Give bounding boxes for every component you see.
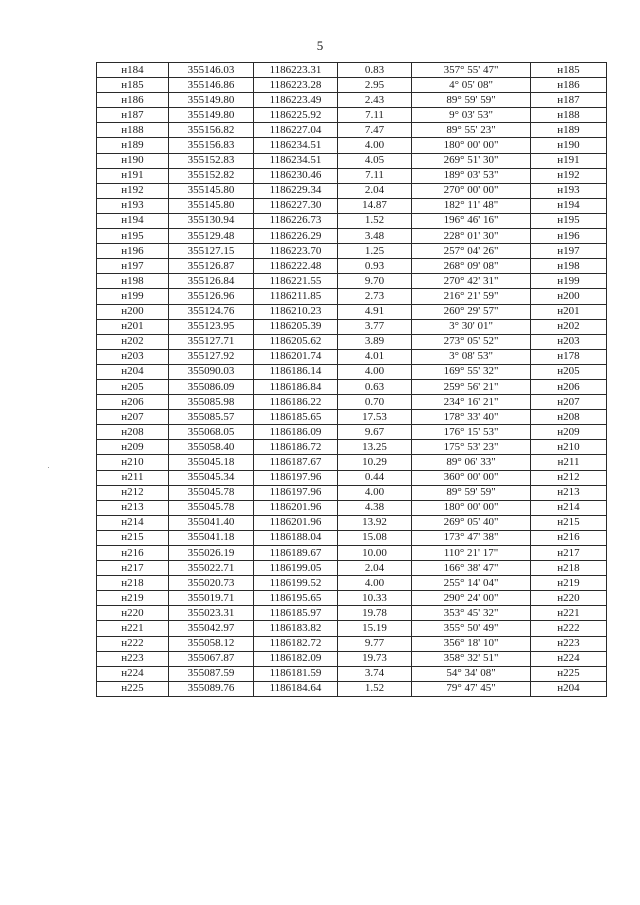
point-from-cell: н201	[97, 319, 169, 334]
point-from-cell: н215	[97, 530, 169, 545]
segment-length-cell: 4.00	[338, 364, 412, 379]
y-coordinate-cell: 1186195.65	[254, 591, 338, 606]
x-coordinate-cell: 355156.83	[169, 138, 254, 153]
x-coordinate-cell: 355086.09	[169, 379, 254, 394]
point-to-cell: н208	[531, 410, 607, 425]
point-to-cell: н200	[531, 289, 607, 304]
point-to-cell: н217	[531, 546, 607, 561]
point-to-cell: н213	[531, 485, 607, 500]
segment-length-cell: 3.89	[338, 334, 412, 349]
table-row	[97, 183, 607, 198]
y-coordinate-cell: 1186227.04	[254, 123, 338, 138]
table-row	[97, 636, 607, 651]
y-coordinate-cell: 1186199.05	[254, 561, 338, 576]
point-to-cell: н222	[531, 621, 607, 636]
x-coordinate-cell: 355058.12	[169, 636, 254, 651]
table-row	[97, 364, 607, 379]
table-row	[97, 666, 607, 681]
boundary-points-table	[96, 62, 607, 697]
y-coordinate-cell: 1186197.96	[254, 485, 338, 500]
point-to-cell: н205	[531, 364, 607, 379]
x-coordinate-cell: 355020.73	[169, 576, 254, 591]
x-coordinate-cell: 355023.31	[169, 606, 254, 621]
point-to-cell: н224	[531, 651, 607, 666]
y-coordinate-cell: 1186234.51	[254, 138, 338, 153]
bearing-angle-cell: 269° 51' 30"	[412, 153, 531, 168]
x-coordinate-cell: 355126.96	[169, 289, 254, 304]
bearing-angle-cell: 216° 21' 59"	[412, 289, 531, 304]
segment-length-cell: 0.63	[338, 379, 412, 394]
table-row	[97, 244, 607, 259]
segment-length-cell: 4.91	[338, 304, 412, 319]
point-to-cell: н212	[531, 470, 607, 485]
table-row	[97, 334, 607, 349]
segment-length-cell: 2.95	[338, 78, 412, 93]
point-from-cell: н184	[97, 63, 169, 78]
segment-length-cell: 2.04	[338, 561, 412, 576]
bearing-angle-cell: 89° 59' 59"	[412, 485, 531, 500]
point-to-cell: н189	[531, 123, 607, 138]
point-from-cell: н192	[97, 183, 169, 198]
x-coordinate-cell: 355127.92	[169, 349, 254, 364]
segment-length-cell: 9.70	[338, 274, 412, 289]
bearing-angle-cell: 228° 01' 30"	[412, 229, 531, 244]
bearing-angle-cell: 357° 55' 47"	[412, 63, 531, 78]
point-to-cell: н210	[531, 440, 607, 455]
point-to-cell: н193	[531, 183, 607, 198]
y-coordinate-cell: 1186201.96	[254, 515, 338, 530]
point-from-cell: н195	[97, 229, 169, 244]
y-coordinate-cell: 1186185.97	[254, 606, 338, 621]
y-coordinate-cell: 1186186.09	[254, 425, 338, 440]
y-coordinate-cell: 1186183.82	[254, 621, 338, 636]
segment-length-cell: 7.11	[338, 168, 412, 183]
bearing-angle-cell: 9° 03' 53"	[412, 108, 531, 123]
point-from-cell: н207	[97, 410, 169, 425]
y-coordinate-cell: 1186229.34	[254, 183, 338, 198]
point-to-cell: н195	[531, 213, 607, 228]
table-row	[97, 198, 607, 213]
table-row	[97, 515, 607, 530]
x-coordinate-cell: 355127.71	[169, 334, 254, 349]
x-coordinate-cell: 355042.97	[169, 621, 254, 636]
table-row	[97, 63, 607, 78]
y-coordinate-cell: 1186186.72	[254, 440, 338, 455]
point-to-cell: н203	[531, 334, 607, 349]
x-coordinate-cell: 355090.03	[169, 364, 254, 379]
y-coordinate-cell: 1186227.30	[254, 198, 338, 213]
point-to-cell: н197	[531, 244, 607, 259]
point-from-cell: н200	[97, 304, 169, 319]
bearing-angle-cell: 358° 32' 51"	[412, 651, 531, 666]
table-row	[97, 153, 607, 168]
x-coordinate-cell: 355146.86	[169, 78, 254, 93]
y-coordinate-cell: 1186189.67	[254, 546, 338, 561]
point-to-cell: н190	[531, 138, 607, 153]
point-to-cell: н201	[531, 304, 607, 319]
x-coordinate-cell: 355145.80	[169, 183, 254, 198]
segment-length-cell: 7.11	[338, 108, 412, 123]
segment-length-cell: 15.19	[338, 621, 412, 636]
bearing-angle-cell: 182° 11' 48"	[412, 198, 531, 213]
y-coordinate-cell: 1186187.67	[254, 455, 338, 470]
point-to-cell: н225	[531, 666, 607, 681]
x-coordinate-cell: 355149.80	[169, 108, 254, 123]
point-to-cell: н215	[531, 515, 607, 530]
segment-length-cell: 2.43	[338, 93, 412, 108]
bearing-angle-cell: 257° 04' 26"	[412, 244, 531, 259]
point-to-cell: н207	[531, 395, 607, 410]
table-row	[97, 274, 607, 289]
table-row	[97, 319, 607, 334]
y-coordinate-cell: 1186184.64	[254, 681, 338, 696]
point-to-cell: н216	[531, 530, 607, 545]
table-row	[97, 455, 607, 470]
point-to-cell: н209	[531, 425, 607, 440]
scan-speck	[48, 467, 49, 468]
point-from-cell: н191	[97, 168, 169, 183]
table-row	[97, 138, 607, 153]
table-row	[97, 78, 607, 93]
point-to-cell: н178	[531, 349, 607, 364]
point-from-cell: н204	[97, 364, 169, 379]
bearing-angle-cell: 3° 08' 53"	[412, 349, 531, 364]
point-from-cell: н197	[97, 259, 169, 274]
x-coordinate-cell: 355087.59	[169, 666, 254, 681]
segment-length-cell: 0.70	[338, 395, 412, 410]
table-row	[97, 681, 607, 696]
point-from-cell: н224	[97, 666, 169, 681]
bearing-angle-cell: 178° 33' 40"	[412, 410, 531, 425]
point-from-cell: н213	[97, 500, 169, 515]
segment-length-cell: 0.83	[338, 63, 412, 78]
table-row	[97, 576, 607, 591]
table-row	[97, 500, 607, 515]
bearing-angle-cell: 356° 18' 10"	[412, 636, 531, 651]
point-from-cell: н202	[97, 334, 169, 349]
y-coordinate-cell: 1186223.31	[254, 63, 338, 78]
bearing-angle-cell: 89° 59' 59"	[412, 93, 531, 108]
x-coordinate-cell: 355045.34	[169, 470, 254, 485]
bearing-angle-cell: 353° 45' 32"	[412, 606, 531, 621]
point-from-cell: н221	[97, 621, 169, 636]
point-to-cell: н194	[531, 198, 607, 213]
x-coordinate-cell: 355041.18	[169, 530, 254, 545]
table-row	[97, 259, 607, 274]
segment-length-cell: 3.48	[338, 229, 412, 244]
segment-length-cell: 10.29	[338, 455, 412, 470]
bearing-angle-cell: 189° 03' 53"	[412, 168, 531, 183]
y-coordinate-cell: 1186230.46	[254, 168, 338, 183]
bearing-angle-cell: 175° 53' 23"	[412, 440, 531, 455]
point-to-cell: н219	[531, 576, 607, 591]
point-from-cell: н217	[97, 561, 169, 576]
segment-length-cell: 10.00	[338, 546, 412, 561]
y-coordinate-cell: 1186197.96	[254, 470, 338, 485]
point-from-cell: н208	[97, 425, 169, 440]
x-coordinate-cell: 355152.83	[169, 153, 254, 168]
segment-length-cell: 1.52	[338, 681, 412, 696]
y-coordinate-cell: 1186221.55	[254, 274, 338, 289]
segment-length-cell: 4.00	[338, 138, 412, 153]
segment-length-cell: 10.33	[338, 591, 412, 606]
y-coordinate-cell: 1186186.22	[254, 395, 338, 410]
table-row	[97, 213, 607, 228]
x-coordinate-cell: 355152.82	[169, 168, 254, 183]
point-to-cell: н223	[531, 636, 607, 651]
bearing-angle-cell: 176° 15' 53"	[412, 425, 531, 440]
y-coordinate-cell: 1186201.74	[254, 349, 338, 364]
x-coordinate-cell: 355068.05	[169, 425, 254, 440]
bearing-angle-cell: 173° 47' 38"	[412, 530, 531, 545]
table-row	[97, 440, 607, 455]
point-to-cell: н196	[531, 229, 607, 244]
y-coordinate-cell: 1186201.96	[254, 500, 338, 515]
bearing-angle-cell: 360° 00' 00"	[412, 470, 531, 485]
bearing-angle-cell: 273° 05' 52"	[412, 334, 531, 349]
table-row	[97, 349, 607, 364]
point-to-cell: н221	[531, 606, 607, 621]
table-row	[97, 395, 607, 410]
x-coordinate-cell: 355067.87	[169, 651, 254, 666]
table-row	[97, 410, 607, 425]
point-to-cell: н204	[531, 681, 607, 696]
y-coordinate-cell: 1186185.65	[254, 410, 338, 425]
point-to-cell: н192	[531, 168, 607, 183]
y-coordinate-cell: 1186181.59	[254, 666, 338, 681]
segment-length-cell: 4.38	[338, 500, 412, 515]
segment-length-cell: 2.73	[338, 289, 412, 304]
point-from-cell: н196	[97, 244, 169, 259]
table-row	[97, 561, 607, 576]
table-body	[97, 63, 607, 697]
x-coordinate-cell: 355130.94	[169, 213, 254, 228]
x-coordinate-cell: 355149.80	[169, 93, 254, 108]
y-coordinate-cell: 1186182.09	[254, 651, 338, 666]
segment-length-cell: 1.52	[338, 213, 412, 228]
segment-length-cell: 13.25	[338, 440, 412, 455]
bearing-angle-cell: 169° 55' 32"	[412, 364, 531, 379]
y-coordinate-cell: 1186226.73	[254, 213, 338, 228]
segment-length-cell: 3.77	[338, 319, 412, 334]
point-from-cell: н220	[97, 606, 169, 621]
segment-length-cell: 4.01	[338, 349, 412, 364]
point-from-cell: н210	[97, 455, 169, 470]
segment-length-cell: 4.05	[338, 153, 412, 168]
bearing-angle-cell: 290° 24' 00"	[412, 591, 531, 606]
table-row	[97, 546, 607, 561]
x-coordinate-cell: 355127.15	[169, 244, 254, 259]
x-coordinate-cell: 355019.71	[169, 591, 254, 606]
point-from-cell: н193	[97, 198, 169, 213]
bearing-angle-cell: 268° 09' 08"	[412, 259, 531, 274]
bearing-angle-cell: 259° 56' 21"	[412, 379, 531, 394]
point-from-cell: н219	[97, 591, 169, 606]
point-from-cell: н206	[97, 395, 169, 410]
bearing-angle-cell: 355° 50' 49"	[412, 621, 531, 636]
point-to-cell: н214	[531, 500, 607, 515]
point-from-cell: н225	[97, 681, 169, 696]
y-coordinate-cell: 1186222.48	[254, 259, 338, 274]
table-row	[97, 168, 607, 183]
table-row	[97, 621, 607, 636]
y-coordinate-cell: 1186223.28	[254, 78, 338, 93]
bearing-angle-cell: 255° 14' 04"	[412, 576, 531, 591]
point-from-cell: н187	[97, 108, 169, 123]
point-to-cell: н191	[531, 153, 607, 168]
bearing-angle-cell: 89° 06' 33"	[412, 455, 531, 470]
bearing-angle-cell: 166° 38' 47"	[412, 561, 531, 576]
point-from-cell: н205	[97, 379, 169, 394]
bearing-angle-cell: 270° 42' 31"	[412, 274, 531, 289]
point-to-cell: н206	[531, 379, 607, 394]
point-from-cell: н199	[97, 289, 169, 304]
segment-length-cell: 19.78	[338, 606, 412, 621]
segment-length-cell: 19.73	[338, 651, 412, 666]
x-coordinate-cell: 355045.78	[169, 500, 254, 515]
y-coordinate-cell: 1186210.23	[254, 304, 338, 319]
x-coordinate-cell: 355126.87	[169, 259, 254, 274]
point-from-cell: н223	[97, 651, 169, 666]
point-from-cell: н203	[97, 349, 169, 364]
segment-length-cell: 9.67	[338, 425, 412, 440]
x-coordinate-cell: 355129.48	[169, 229, 254, 244]
point-to-cell: н211	[531, 455, 607, 470]
table-row	[97, 289, 607, 304]
segment-length-cell: 15.08	[338, 530, 412, 545]
x-coordinate-cell: 355146.03	[169, 63, 254, 78]
bearing-angle-cell: 260° 29' 57"	[412, 304, 531, 319]
x-coordinate-cell: 355045.18	[169, 455, 254, 470]
segment-length-cell: 4.00	[338, 485, 412, 500]
point-from-cell: н214	[97, 515, 169, 530]
x-coordinate-cell: 355126.84	[169, 274, 254, 289]
x-coordinate-cell: 355156.82	[169, 123, 254, 138]
x-coordinate-cell: 355085.98	[169, 395, 254, 410]
x-coordinate-cell: 355145.80	[169, 198, 254, 213]
y-coordinate-cell: 1186211.85	[254, 289, 338, 304]
y-coordinate-cell: 1186205.62	[254, 334, 338, 349]
y-coordinate-cell: 1186234.51	[254, 153, 338, 168]
bearing-angle-cell: 89° 55' 23"	[412, 123, 531, 138]
table-row	[97, 425, 607, 440]
bearing-angle-cell: 3° 30' 01"	[412, 319, 531, 334]
point-from-cell: н212	[97, 485, 169, 500]
point-from-cell: н186	[97, 93, 169, 108]
bearing-angle-cell: 79° 47' 45"	[412, 681, 531, 696]
bearing-angle-cell: 180° 00' 00"	[412, 500, 531, 515]
x-coordinate-cell: 355085.57	[169, 410, 254, 425]
segment-length-cell: 0.93	[338, 259, 412, 274]
point-to-cell: н198	[531, 259, 607, 274]
table-row	[97, 606, 607, 621]
segment-length-cell: 0.44	[338, 470, 412, 485]
point-from-cell: н222	[97, 636, 169, 651]
x-coordinate-cell: 355022.71	[169, 561, 254, 576]
bearing-angle-cell: 269° 05' 40"	[412, 515, 531, 530]
y-coordinate-cell: 1186223.70	[254, 244, 338, 259]
point-to-cell: н186	[531, 78, 607, 93]
y-coordinate-cell: 1186205.39	[254, 319, 338, 334]
x-coordinate-cell: 355026.19	[169, 546, 254, 561]
y-coordinate-cell: 1186223.49	[254, 93, 338, 108]
table-row	[97, 530, 607, 545]
point-from-cell: н185	[97, 78, 169, 93]
y-coordinate-cell: 1186226.29	[254, 229, 338, 244]
bearing-angle-cell: 54° 34' 08"	[412, 666, 531, 681]
bearing-angle-cell: 180° 00' 00"	[412, 138, 531, 153]
table-row	[97, 304, 607, 319]
y-coordinate-cell: 1186186.14	[254, 364, 338, 379]
bearing-angle-cell: 196° 46' 16"	[412, 213, 531, 228]
point-to-cell: н218	[531, 561, 607, 576]
point-to-cell: н202	[531, 319, 607, 334]
y-coordinate-cell: 1186199.52	[254, 576, 338, 591]
y-coordinate-cell: 1186182.72	[254, 636, 338, 651]
segment-length-cell: 7.47	[338, 123, 412, 138]
x-coordinate-cell: 355045.78	[169, 485, 254, 500]
table-row	[97, 229, 607, 244]
point-from-cell: н218	[97, 576, 169, 591]
segment-length-cell: 14.87	[338, 198, 412, 213]
y-coordinate-cell: 1186186.84	[254, 379, 338, 394]
point-from-cell: н189	[97, 138, 169, 153]
bearing-angle-cell: 234° 16' 21"	[412, 395, 531, 410]
point-to-cell: н220	[531, 591, 607, 606]
x-coordinate-cell: 355058.40	[169, 440, 254, 455]
segment-length-cell: 13.92	[338, 515, 412, 530]
table-row	[97, 591, 607, 606]
point-from-cell: н198	[97, 274, 169, 289]
bearing-angle-cell: 270° 00' 00"	[412, 183, 531, 198]
page-number: 5	[316, 38, 324, 53]
segment-length-cell: 1.25	[338, 244, 412, 259]
point-to-cell: н188	[531, 108, 607, 123]
y-coordinate-cell: 1186188.04	[254, 530, 338, 545]
point-from-cell: н194	[97, 213, 169, 228]
x-coordinate-cell: 355124.76	[169, 304, 254, 319]
point-to-cell: н199	[531, 274, 607, 289]
segment-length-cell: 2.04	[338, 183, 412, 198]
x-coordinate-cell: 355089.76	[169, 681, 254, 696]
point-to-cell: н187	[531, 93, 607, 108]
table-row	[97, 123, 607, 138]
segment-length-cell: 4.00	[338, 576, 412, 591]
point-from-cell: н209	[97, 440, 169, 455]
point-from-cell: н216	[97, 546, 169, 561]
segment-length-cell: 17.53	[338, 410, 412, 425]
x-coordinate-cell: 355041.40	[169, 515, 254, 530]
segment-length-cell: 3.74	[338, 666, 412, 681]
table-row	[97, 93, 607, 108]
table-row	[97, 470, 607, 485]
point-to-cell: н185	[531, 63, 607, 78]
bearing-angle-cell: 110° 21' 17"	[412, 546, 531, 561]
point-from-cell: н188	[97, 123, 169, 138]
x-coordinate-cell: 355123.95	[169, 319, 254, 334]
table-row	[97, 108, 607, 123]
y-coordinate-cell: 1186225.92	[254, 108, 338, 123]
point-from-cell: н190	[97, 153, 169, 168]
table-row	[97, 651, 607, 666]
table-row	[97, 379, 607, 394]
point-from-cell: н211	[97, 470, 169, 485]
segment-length-cell: 9.77	[338, 636, 412, 651]
table-row	[97, 485, 607, 500]
bearing-angle-cell: 4° 05' 08"	[412, 78, 531, 93]
